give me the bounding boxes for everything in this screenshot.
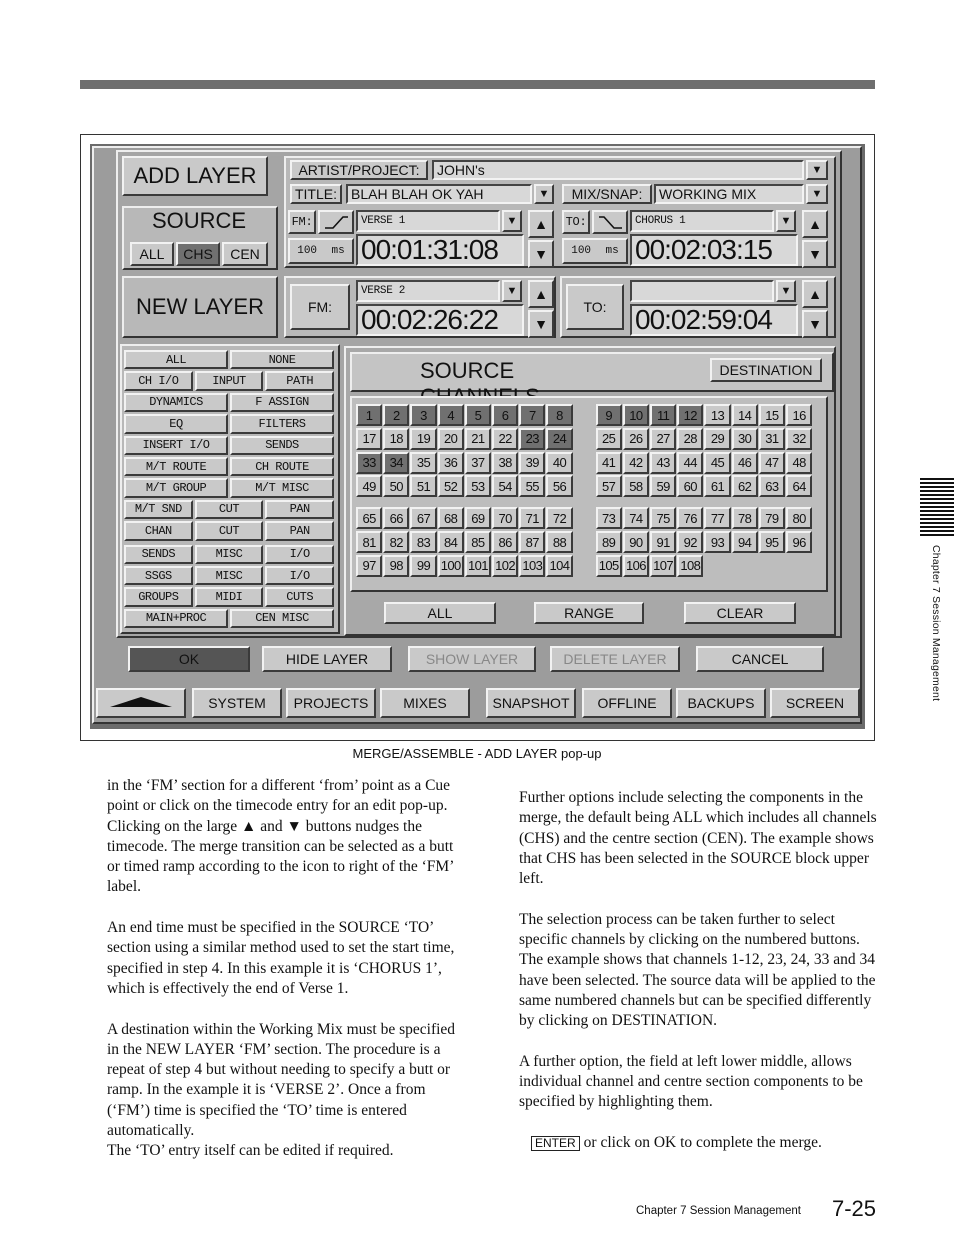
component-button[interactable]: CH I/O bbox=[124, 371, 193, 390]
channel-button[interactable]: 55 bbox=[519, 475, 545, 497]
channel-button[interactable]: 5 bbox=[465, 404, 491, 426]
right-paragraph-3: A further option, the field at left lower middle, allows individual channel and centre section components to be specified by highlighting them. bbox=[519, 1052, 863, 1111]
tab-mixes[interactable]: MIXES bbox=[380, 688, 470, 718]
component-button[interactable]: PAN bbox=[265, 521, 334, 540]
channel-button[interactable]: 82 bbox=[383, 531, 409, 553]
channel-button[interactable]: 69 bbox=[465, 507, 491, 529]
channel-button[interactable]: 13 bbox=[704, 404, 730, 426]
channel-button[interactable]: 73 bbox=[596, 507, 622, 529]
source-to-ramp-ms[interactable] bbox=[562, 238, 628, 264]
source-fm-ramp-ms[interactable] bbox=[288, 238, 354, 264]
channel-button[interactable]: 67 bbox=[410, 507, 436, 529]
destination-button[interactable]: DESTINATION bbox=[710, 358, 822, 382]
up-arrow-icon[interactable] bbox=[96, 688, 186, 718]
footer-chapter: Chapter 7 Session Management bbox=[636, 1205, 801, 1217]
channel-button[interactable]: 15 bbox=[759, 404, 785, 426]
artist-dropdown-icon[interactable]: ▼ bbox=[806, 160, 828, 180]
channel-button[interactable]: 105 bbox=[596, 555, 622, 577]
channels-all-button[interactable]: ALL bbox=[384, 602, 496, 624]
channel-button[interactable]: 88 bbox=[546, 531, 572, 553]
source-to-ms-value: 100 bbox=[571, 245, 592, 257]
channel-button[interactable]: 20 bbox=[438, 428, 464, 450]
channel-button[interactable]: 30 bbox=[732, 428, 758, 450]
new-to-cue-dropdown-icon[interactable]: ▼ bbox=[776, 280, 796, 302]
channel-button[interactable]: 34 bbox=[383, 452, 409, 474]
channel-button[interactable]: 63 bbox=[759, 475, 785, 497]
channel-button[interactable]: 59 bbox=[650, 475, 676, 497]
channel-button[interactable]: 39 bbox=[519, 452, 545, 474]
channels-clear-button[interactable]: CLEAR bbox=[684, 602, 796, 624]
mix-dropdown-icon[interactable]: ▼ bbox=[806, 184, 828, 204]
channel-button[interactable]: 6 bbox=[492, 404, 518, 426]
channel-button[interactable]: 29 bbox=[704, 428, 730, 450]
channel-button[interactable]: 86 bbox=[492, 531, 518, 553]
channel-button[interactable]: 85 bbox=[465, 531, 491, 553]
new-to-label: TO: bbox=[566, 284, 624, 330]
final-step-text: or click on OK to complete the merge. bbox=[583, 1134, 822, 1152]
source-fm-nudge-down-icon[interactable]: ▼ bbox=[528, 240, 554, 268]
component-button[interactable]: M/T MISC bbox=[230, 478, 334, 497]
component-button[interactable]: FILTERS bbox=[230, 414, 334, 433]
channel-button[interactable]: 54 bbox=[492, 475, 518, 497]
channel-button[interactable]: 66 bbox=[383, 507, 409, 529]
channel-button[interactable]: 100 bbox=[438, 555, 464, 577]
channel-button[interactable]: 38 bbox=[492, 452, 518, 474]
right-paragraph-1: Further options include selecting the components in the merge, the default being ALL which includes all channels (CHS) and the centre section (CEN). The example shows that CHS has been selected in the SOURCE block upper left. bbox=[519, 789, 877, 888]
left-paragraph-3: A destination within the Working Mix must be specified in the NEW LAYER ‘FM’ section. The procedure is a repeat of step 4 but without needing to specify a butt or ramp. In the example it is ‘VERSE 2’. Once a from (‘FM’) time is specified the ‘TO’ time is entered automatically. bbox=[107, 1020, 456, 1140]
channel-button[interactable]: 94 bbox=[732, 531, 758, 553]
tab-screen[interactable]: SCREEN bbox=[770, 688, 860, 718]
mix-field[interactable]: WORKING MIX bbox=[654, 184, 804, 204]
channel-button[interactable]: 27 bbox=[650, 428, 676, 450]
new-to-nudge-up-icon[interactable]: ▲ bbox=[802, 280, 828, 308]
component-button[interactable]: I/O bbox=[265, 566, 334, 585]
channel-button[interactable]: 1 bbox=[356, 404, 382, 426]
component-button[interactable]: MAIN+PROC bbox=[124, 609, 228, 628]
channel-button[interactable]: 21 bbox=[465, 428, 491, 450]
channel-button[interactable]: 3 bbox=[410, 404, 436, 426]
component-button[interactable]: MIDI bbox=[195, 587, 264, 606]
channel-button[interactable]: 12 bbox=[677, 404, 703, 426]
new-layer-label: NEW LAYER bbox=[122, 276, 278, 338]
source-label: SOURCE bbox=[151, 208, 247, 233]
channel-button[interactable]: 47 bbox=[759, 452, 785, 474]
component-button[interactable]: M/T GROUP bbox=[124, 478, 228, 497]
component-button[interactable]: GROUPS bbox=[124, 587, 193, 606]
figure-caption: MERGE/ASSEMBLE - ADD LAYER pop-up bbox=[352, 746, 602, 761]
add-layer-screen bbox=[90, 144, 865, 729]
channel-button[interactable]: 65 bbox=[356, 507, 382, 529]
channel-button[interactable]: 41 bbox=[596, 452, 622, 474]
component-button[interactable]: CHAN bbox=[124, 521, 193, 540]
channel-button[interactable]: 40 bbox=[546, 452, 572, 474]
artist-label: ARTIST/PROJECT: bbox=[290, 160, 428, 180]
artist-field[interactable]: JOHN's bbox=[432, 160, 804, 180]
ramp-down-icon[interactable] bbox=[592, 210, 628, 234]
chapter-tab-marker bbox=[920, 478, 954, 536]
channel-button[interactable]: 81 bbox=[356, 531, 382, 553]
component-button[interactable]: CEN MISC bbox=[230, 609, 334, 628]
enter-key: ENTER bbox=[531, 1136, 580, 1151]
channel-button[interactable]: 64 bbox=[786, 475, 812, 497]
component-button[interactable]: DYNAMICS bbox=[124, 393, 228, 412]
new-fm-nudge-up-icon[interactable]: ▲ bbox=[528, 280, 554, 308]
cancel-button[interactable]: CANCEL bbox=[696, 646, 824, 672]
channel-button[interactable]: 50 bbox=[383, 475, 409, 497]
mix-label: MIX/SNAP: bbox=[562, 184, 652, 204]
source-fm-timecode[interactable]: 00:01:31:08 bbox=[356, 234, 524, 266]
source-to-ms-unit: ms bbox=[605, 245, 619, 257]
channel-button[interactable]: 53 bbox=[465, 475, 491, 497]
new-fm-cue[interactable]: VERSE 2 bbox=[356, 280, 500, 302]
left-paragraph-1: in the ‘FM’ section for a different ‘from’ point as a Cue point or click on the timecode entry for an edit pop-up. Clicking on the large ▲ and ▼ buttons nudges the timecode. The merge transition can be selected as a butt or timed ramp according to the icon to right of the ‘FM’ label. bbox=[107, 777, 454, 896]
component-button[interactable]: SSGS bbox=[124, 566, 193, 585]
source-to-nudge-up-icon[interactable]: ▲ bbox=[802, 210, 828, 238]
title-label: TITLE: bbox=[290, 184, 342, 204]
source-to-cue[interactable]: CHORUS 1 bbox=[630, 210, 774, 232]
channel-button[interactable]: 104 bbox=[546, 555, 572, 577]
source-channels-title: SOURCE bbox=[420, 358, 515, 383]
component-button[interactable]: INSERT I/O bbox=[124, 436, 228, 455]
channel-button[interactable]: 44 bbox=[677, 452, 703, 474]
channel-button[interactable]: 10 bbox=[623, 404, 649, 426]
channel-button[interactable]: 98 bbox=[383, 555, 409, 577]
channel-button[interactable]: 90 bbox=[623, 531, 649, 553]
channel-button[interactable]: 93 bbox=[704, 531, 730, 553]
channel-button[interactable]: 43 bbox=[650, 452, 676, 474]
channel-button[interactable]: 58 bbox=[623, 475, 649, 497]
source-chs-button[interactable]: CHS bbox=[176, 242, 220, 266]
component-button[interactable]: MISC bbox=[195, 566, 264, 585]
channel-button[interactable]: 91 bbox=[650, 531, 676, 553]
source-cen-button[interactable]: CEN bbox=[222, 242, 268, 266]
component-button[interactable]: EQ bbox=[124, 414, 228, 433]
channel-button[interactable]: 35 bbox=[410, 452, 436, 474]
new-fm-cue-dropdown-icon[interactable]: ▼ bbox=[502, 280, 522, 302]
channel-button[interactable]: 92 bbox=[677, 531, 703, 553]
channel-button[interactable]: 52 bbox=[438, 475, 464, 497]
page-number: 7-25 bbox=[832, 1196, 877, 1221]
source-to-timecode[interactable]: 00:02:03:15 bbox=[630, 234, 798, 266]
component-button[interactable]: I/O bbox=[265, 545, 334, 564]
left-paragraph-2: An end time must be specified in the SOURCE ‘TO’ section using a similar method used to set the start time, specified in step 4. In this example it is ‘CHORUS 1’, which is effectively the end of Verse 1. bbox=[107, 919, 455, 997]
title-field[interactable]: BLAH BLAH OK YAH bbox=[346, 184, 532, 204]
hide-layer-button[interactable]: HIDE LAYER bbox=[262, 646, 392, 672]
new-to-timecode[interactable]: 00:02:59:04 bbox=[630, 304, 798, 336]
channel-button[interactable]: 36 bbox=[438, 452, 464, 474]
channel-button[interactable]: 25 bbox=[596, 428, 622, 450]
channel-button[interactable]: 26 bbox=[623, 428, 649, 450]
channel-button[interactable]: 108 bbox=[677, 555, 703, 577]
channel-button[interactable]: 32 bbox=[786, 428, 812, 450]
component-button[interactable]: CUT bbox=[195, 521, 264, 540]
channel-button[interactable]: 45 bbox=[704, 452, 730, 474]
channel-button[interactable]: 42 bbox=[623, 452, 649, 474]
channel-button[interactable]: 51 bbox=[410, 475, 436, 497]
channel-button[interactable]: 79 bbox=[759, 507, 785, 529]
channel-button[interactable]: 22 bbox=[492, 428, 518, 450]
new-fm-nudge-down-icon[interactable]: ▼ bbox=[528, 310, 554, 338]
channel-button[interactable]: 89 bbox=[596, 531, 622, 553]
tab-offline[interactable]: OFFLINE bbox=[582, 688, 672, 718]
source-fm-nudge-up-icon[interactable]: ▲ bbox=[528, 210, 554, 238]
channel-button[interactable]: 37 bbox=[465, 452, 491, 474]
show-layer-button[interactable]: SHOW LAYER bbox=[408, 646, 536, 672]
channel-button[interactable]: 61 bbox=[704, 475, 730, 497]
channels-range-button[interactable]: RANGE bbox=[534, 602, 644, 624]
final-step bbox=[519, 1133, 879, 1153]
channel-button[interactable]: 48 bbox=[786, 452, 812, 474]
channel-button[interactable]: 80 bbox=[786, 507, 812, 529]
ramp-up-icon[interactable] bbox=[318, 210, 354, 234]
source-to-nudge-down-icon[interactable]: ▼ bbox=[802, 240, 828, 268]
component-button[interactable]: F ASSIGN bbox=[230, 393, 334, 412]
channel-button[interactable]: 71 bbox=[519, 507, 545, 529]
channel-button[interactable]: 16 bbox=[786, 404, 812, 426]
channel-button[interactable]: 99 bbox=[410, 555, 436, 577]
channel-button[interactable]: 68 bbox=[438, 507, 464, 529]
channel-button[interactable]: 31 bbox=[759, 428, 785, 450]
tab-projects[interactable]: PROJECTS bbox=[286, 688, 376, 718]
source-fm-label: FM: bbox=[288, 210, 316, 234]
channel-button[interactable]: 84 bbox=[438, 531, 464, 553]
channel-button[interactable]: 33 bbox=[356, 452, 382, 474]
tab-snapshot[interactable]: SNAPSHOT bbox=[486, 688, 576, 718]
ok-button[interactable]: OK bbox=[128, 646, 250, 672]
tab-system[interactable]: SYSTEM bbox=[192, 688, 282, 718]
new-to-cue[interactable] bbox=[630, 280, 774, 302]
component-button[interactable]: M/T SND bbox=[124, 500, 193, 519]
channel-button[interactable]: 78 bbox=[732, 507, 758, 529]
channel-button[interactable]: 60 bbox=[677, 475, 703, 497]
add-layer-title: ADD LAYER bbox=[122, 156, 268, 196]
delete-layer-button[interactable]: DELETE LAYER bbox=[550, 646, 680, 672]
component-button[interactable]: PATH bbox=[265, 371, 334, 390]
channel-button[interactable]: 107 bbox=[650, 555, 676, 577]
source-to-label: TO: bbox=[562, 210, 590, 234]
right-column bbox=[519, 788, 879, 1153]
source-fm-ms-unit: ms bbox=[331, 245, 345, 257]
channel-button[interactable]: 97 bbox=[356, 555, 382, 577]
channel-button[interactable]: 102 bbox=[492, 555, 518, 577]
source-fm-cue[interactable]: VERSE 1 bbox=[356, 210, 500, 232]
new-fm-label: FM: bbox=[290, 284, 350, 330]
channel-button[interactable]: 24 bbox=[546, 428, 572, 450]
component-button[interactable]: MISC bbox=[195, 545, 264, 564]
channel-button[interactable]: 70 bbox=[492, 507, 518, 529]
channel-button[interactable]: 49 bbox=[356, 475, 382, 497]
new-fm-timecode[interactable]: 00:02:26:22 bbox=[356, 304, 524, 336]
tab-backups[interactable]: BACKUPS bbox=[676, 688, 766, 718]
channel-button[interactable]: 7 bbox=[519, 404, 545, 426]
component-button[interactable]: NONE bbox=[230, 350, 334, 369]
channel-button[interactable]: 46 bbox=[732, 452, 758, 474]
channel-button[interactable]: 103 bbox=[519, 555, 545, 577]
channel-button[interactable]: 17 bbox=[356, 428, 382, 450]
channel-button[interactable]: 19 bbox=[410, 428, 436, 450]
component-button[interactable]: CUT bbox=[195, 500, 264, 519]
left-column bbox=[107, 776, 467, 1182]
channel-button[interactable]: 11 bbox=[650, 404, 676, 426]
source-fm-cue-dropdown-icon[interactable]: ▼ bbox=[502, 210, 522, 232]
channel-button[interactable]: 57 bbox=[596, 475, 622, 497]
component-button[interactable]: PAN bbox=[265, 500, 334, 519]
component-button[interactable]: M/T ROUTE bbox=[124, 457, 228, 476]
channel-button[interactable]: 74 bbox=[623, 507, 649, 529]
source-to-cue-dropdown-icon[interactable]: ▼ bbox=[776, 210, 796, 232]
right-paragraph-2: The selection process can be taken further to select specific channels by clicking on the numbered buttons. The example shows that channels 1-12, 23, 24, 33 and 34 have been selected. The source data will be applied to the same numbered channels but can be specified differently by clicking on DESTINATION. bbox=[519, 910, 876, 1030]
channel-button[interactable]: 56 bbox=[546, 475, 572, 497]
component-button[interactable]: ALL bbox=[124, 350, 228, 369]
channel-button[interactable]: 76 bbox=[677, 507, 703, 529]
channel-button[interactable]: 106 bbox=[623, 555, 649, 577]
component-button[interactable]: SENDS bbox=[230, 436, 334, 455]
channel-button[interactable]: 75 bbox=[650, 507, 676, 529]
channel-button[interactable]: 77 bbox=[704, 507, 730, 529]
left-paragraph-4: The ‘TO’ entry itself can be edited if required. bbox=[107, 1142, 394, 1160]
channel-button[interactable]: 9 bbox=[596, 404, 622, 426]
source-fm-ms-value: 100 bbox=[297, 245, 318, 257]
source-all-button[interactable]: ALL bbox=[130, 242, 174, 266]
channel-button[interactable]: 2 bbox=[383, 404, 409, 426]
channel-button[interactable]: 4 bbox=[438, 404, 464, 426]
channel-button[interactable]: 8 bbox=[546, 404, 572, 426]
channel-button[interactable]: 62 bbox=[732, 475, 758, 497]
component-button[interactable]: CH ROUTE bbox=[230, 457, 334, 476]
channel-button[interactable]: 95 bbox=[759, 531, 785, 553]
new-to-nudge-down-icon[interactable]: ▼ bbox=[802, 310, 828, 338]
component-button[interactable]: INPUT bbox=[195, 371, 264, 390]
title-dropdown-icon[interactable]: ▼ bbox=[534, 184, 554, 204]
side-chapter-label: Chapter 7 Session Management bbox=[930, 545, 942, 702]
channel-button[interactable]: 83 bbox=[410, 531, 436, 553]
channel-button[interactable]: 28 bbox=[677, 428, 703, 450]
channel-button[interactable]: 96 bbox=[786, 531, 812, 553]
component-button[interactable]: CUTS bbox=[265, 587, 334, 606]
channel-button[interactable]: 14 bbox=[732, 404, 758, 426]
channel-button[interactable]: 101 bbox=[465, 555, 491, 577]
channel-button[interactable]: 72 bbox=[546, 507, 572, 529]
channel-button[interactable]: 18 bbox=[383, 428, 409, 450]
top-rule bbox=[80, 80, 875, 89]
channel-button[interactable]: 23 bbox=[519, 428, 545, 450]
channel-button[interactable]: 87 bbox=[519, 531, 545, 553]
component-button[interactable]: SENDS bbox=[124, 545, 193, 564]
